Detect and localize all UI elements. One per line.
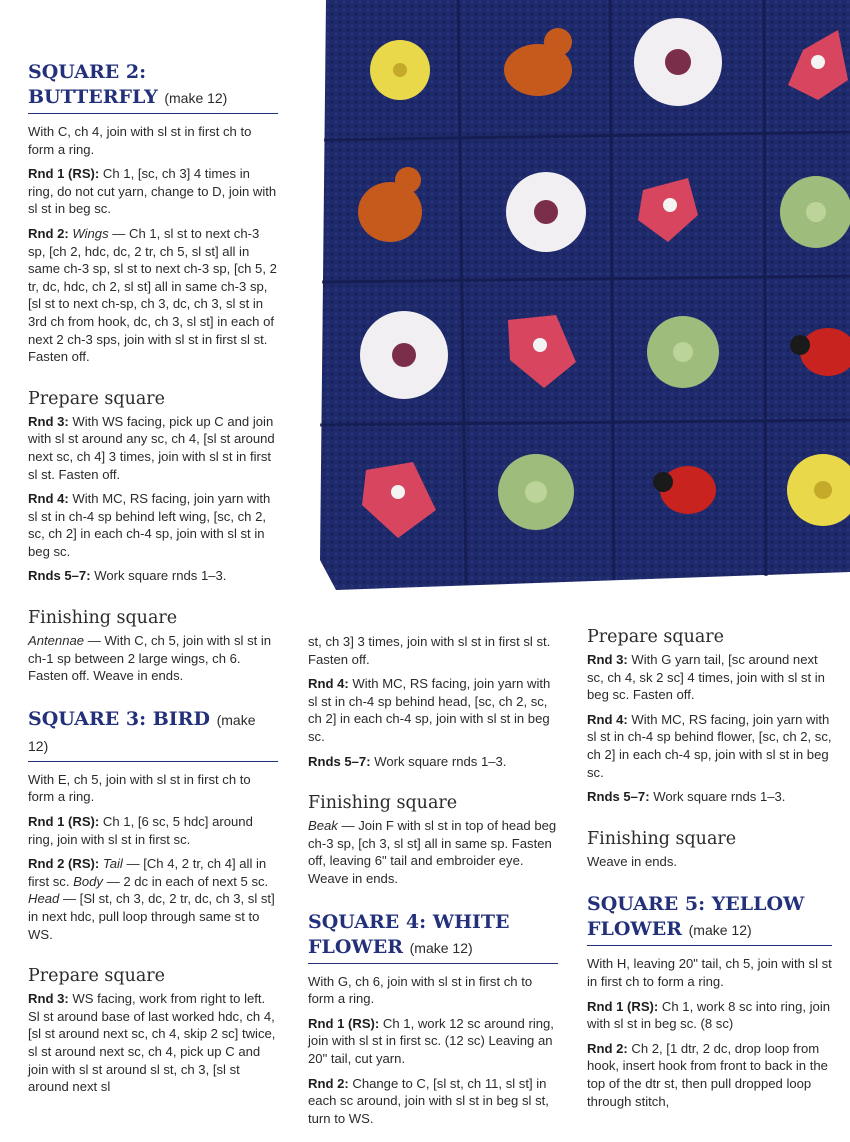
part-label: Head <box>28 891 60 907</box>
round-label: Rnd 2: <box>308 1075 349 1091</box>
instruction-para <box>28 990 278 1096</box>
instruction-text: — [Sl st, ch 3, dc, 2 tr, dc, ch 3, sl st] in next hdc, pull loop through same st to WS. <box>28 891 275 942</box>
finishing-square-heading: Finishing square <box>28 608 178 629</box>
heading-line: SQUARE 3: BIRD <box>28 707 210 730</box>
square-4-heading <box>308 910 558 964</box>
instruction-para <box>587 651 832 704</box>
instruction-para <box>28 771 278 806</box>
instruction-text: With H, leaving 20" tail, ch 5, join with sl st in first ch to form a ring. <box>587 956 832 989</box>
round-label: Rnd 2: <box>587 1040 628 1056</box>
instruction-text: With MC, RS facing, join yarn with sl st in ch-4 sp behind left wing, [sc, ch 2, sc, ch 2] in each ch-4 sp, join with sl st in beg sc. <box>28 491 271 559</box>
instruction-text: — Join F with sl st in top of head beg ch-3 sp, [ch 3, sl st] all in same sp. Fasten off, leaving 6" tail and embroider eye. Weave in ends. <box>308 818 557 886</box>
round-label: Rnd 4: <box>28 491 69 507</box>
instruction-text: With MC, RS facing, join yarn with sl st in ch-4 sp behind head, [sc, ch 2, sc, ch 2] in each ch-4 sp, join with sl st in beg sc. <box>308 676 551 744</box>
instruction-para <box>587 788 832 806</box>
instruction-text: Work square rnds 1–3. <box>90 568 227 584</box>
round-label: Rnd 4: <box>587 711 628 727</box>
round-label: Rnd 3: <box>587 652 628 667</box>
instruction-text: Work square rnds 1–3. <box>649 789 786 805</box>
green-flower-motif <box>647 316 719 388</box>
round-label: Rnd 2: <box>28 225 69 241</box>
green-flower-motif <box>780 176 850 248</box>
instruction-text: WS facing, work from right to left. Sl st around base of last worked hdc, ch 4, [sl st around next sc, ch 4, skip 2 sc] twice, sl st around next sc, ch 4, pick up C and join with sl st around sl st, ch 3, [sl st around next sl <box>28 991 276 1095</box>
round-label: Rnd 3: <box>28 413 69 429</box>
heading-line: SQUARE 5: YELLOW <box>587 893 805 916</box>
make-count: (make 12) <box>409 939 473 956</box>
round-label: Rnd 1 (RS): <box>28 814 100 830</box>
instruction-text: — With C, ch 5, join with sl st in ch-1 sp between 2 large wings, ch 6. Fasten off. Weave in ends. <box>28 633 272 684</box>
part-label: Beak <box>308 818 338 834</box>
instruction-text: — Ch 1, sl st to next ch-3 sp, [ch 2, hdc, dc, 2 tr, ch 5, sl st] all in same ch-3 sp, sl st to next ch-3 sp, [ch 5, 2 tr, dc, hdc, ch 2, sl st] all in same ch-3 sp, [sl st to next ch-sp, ch 3, dc, ch 3, sl st in 3rd ch from hook, dc, ch 3, sl st] in each of next 2 ch-3 sps, join with sl st in first sl st. Fasten off. <box>28 225 277 365</box>
instruction-text: Weave in ends. <box>587 853 678 869</box>
instruction-para <box>308 633 558 668</box>
instruction-para <box>308 973 558 1008</box>
square-3-heading <box>28 707 278 762</box>
part-label: Tail <box>102 856 123 872</box>
instruction-para <box>587 998 832 1033</box>
instruction-text: With C, ch 4, join with sl st in first ch to form a ring. <box>28 124 252 157</box>
instruction-para <box>308 1015 558 1068</box>
white-flower-motif <box>506 172 586 252</box>
blanket-photo <box>318 0 850 594</box>
instruction-para <box>28 813 278 848</box>
round-label: Rnd 1 (RS): <box>587 998 659 1014</box>
round-label: Rnd 4: <box>308 676 349 692</box>
part-label: Wings <box>72 225 109 241</box>
part-label: Antennae <box>28 633 85 649</box>
make-count: (make 12) <box>688 922 752 939</box>
make-count: (make 12) <box>28 711 256 754</box>
instruction-text: st, ch 3] 3 times, join with sl st in first sl st. Fasten off. <box>308 634 551 667</box>
finishing-square-heading: Finishing square <box>587 828 737 849</box>
instruction-para <box>308 1075 558 1128</box>
instruction-para <box>28 855 278 943</box>
make-count: (make 12) <box>164 90 228 106</box>
heading-line: SQUARE 4: WHITE <box>308 910 510 933</box>
instruction-text: — 2 dc in each of next 5 sc. <box>102 873 269 889</box>
prepare-square-heading: Prepare square <box>587 627 725 647</box>
instruction-para <box>308 753 558 771</box>
round-label: Rnds 5–7: <box>587 789 650 805</box>
column-3 <box>587 626 832 1110</box>
instruction-text: Ch 1, work 12 sc around ring, join with sl st in first sc. (12 sc) Leaving an 20" tail, cut yarn. <box>308 1015 554 1066</box>
column-1 <box>28 60 278 1096</box>
round-label: Rnd 1 (RS): <box>308 1015 380 1031</box>
green-flower-motif <box>498 454 574 530</box>
round-label: Rnds 5–7: <box>308 753 371 769</box>
instruction-text: With G, ch 6, join with sl st in first ch to form a ring. <box>308 973 533 1007</box>
instruction-text: Ch 1, [6 sc, 5 hdc] around ring, join with sl st in first sc. <box>28 814 253 847</box>
instruction-para <box>587 853 832 871</box>
round-label: Rnds 5–7: <box>28 568 91 584</box>
prepare-square-heading: Prepare square <box>28 388 166 409</box>
instruction-text: — [Ch 4, 2 tr, ch 4] all in first sc. <box>28 856 267 889</box>
heading-line: BUTTERFLY <box>28 86 158 108</box>
column-2 <box>308 633 558 1127</box>
white-flower-motif <box>634 18 722 106</box>
instruction-para <box>28 165 278 218</box>
instruction-text: Ch 1, work 8 sc into ring, join with sl st in beg sc. (8 sc) <box>587 998 831 1032</box>
instruction-para <box>28 490 278 560</box>
instruction-text: Change to C, [sl st, ch 11, sl st] in each sc around, join with sl st in beg sl st, turn to WS. <box>308 1075 549 1126</box>
white-flower-motif <box>360 311 448 399</box>
prepare-square-heading: Prepare square <box>28 966 166 987</box>
instruction-para <box>587 955 832 990</box>
instruction-text: With G yarn tail, [sc around next sc, ch 4, sk 2 sc] 4 times, join with sl st in beg sc. Fasten off. <box>587 652 825 703</box>
instruction-para <box>28 567 278 585</box>
round-label: Rnd 2 (RS): <box>28 856 100 872</box>
square-2-heading <box>28 60 278 114</box>
instruction-para <box>28 225 278 366</box>
instruction-text: With WS facing, pick up C and join with sl st around any sc, ch 4, [sl st around next sc, ch 4] 3 times, join with sl st in first sl st. Fasten off. <box>28 413 275 482</box>
instruction-text: Work square rnds 1–3. <box>370 753 507 769</box>
round-label: Rnd 1 (RS): <box>28 166 100 182</box>
heading-line: FLOWER <box>308 935 404 958</box>
part-label: Body <box>73 873 103 889</box>
instruction-text: With MC, RS facing, join yarn with sl st in ch-4 sp behind flower, [sc, ch 2, sc, ch 2] in each ch-4 sp, join with sl st in beg sc. <box>587 711 832 780</box>
round-label: Rnd 3: <box>28 991 69 1007</box>
heading-line: FLOWER <box>587 918 683 941</box>
instruction-text: With E, ch 5, join with sl st in first ch to form a ring. <box>28 771 251 805</box>
instruction-text: Ch 2, [1 dtr, 2 dc, drop loop from hook, insert hook from front to back in the top of the dtr st, then pull dropped loop through stitch, <box>587 1040 828 1109</box>
blanket-illustration <box>318 0 850 594</box>
instruction-para <box>587 711 832 781</box>
finishing-square-heading: Finishing square <box>308 793 458 814</box>
instruction-text: Ch 1, [sc, ch 3] 4 times in ring, do not cut yarn, change to D, join with sl st in beg sc. <box>28 166 277 217</box>
heading-line: SQUARE 2: <box>28 61 147 83</box>
instruction-para <box>308 817 558 887</box>
instruction-para <box>28 632 278 685</box>
yellow-flower-motif <box>370 40 430 100</box>
instruction-para <box>308 675 558 745</box>
instruction-para <box>28 413 278 483</box>
instruction-para <box>28 123 278 158</box>
square-5-heading <box>587 892 832 946</box>
instruction-para <box>587 1040 832 1110</box>
